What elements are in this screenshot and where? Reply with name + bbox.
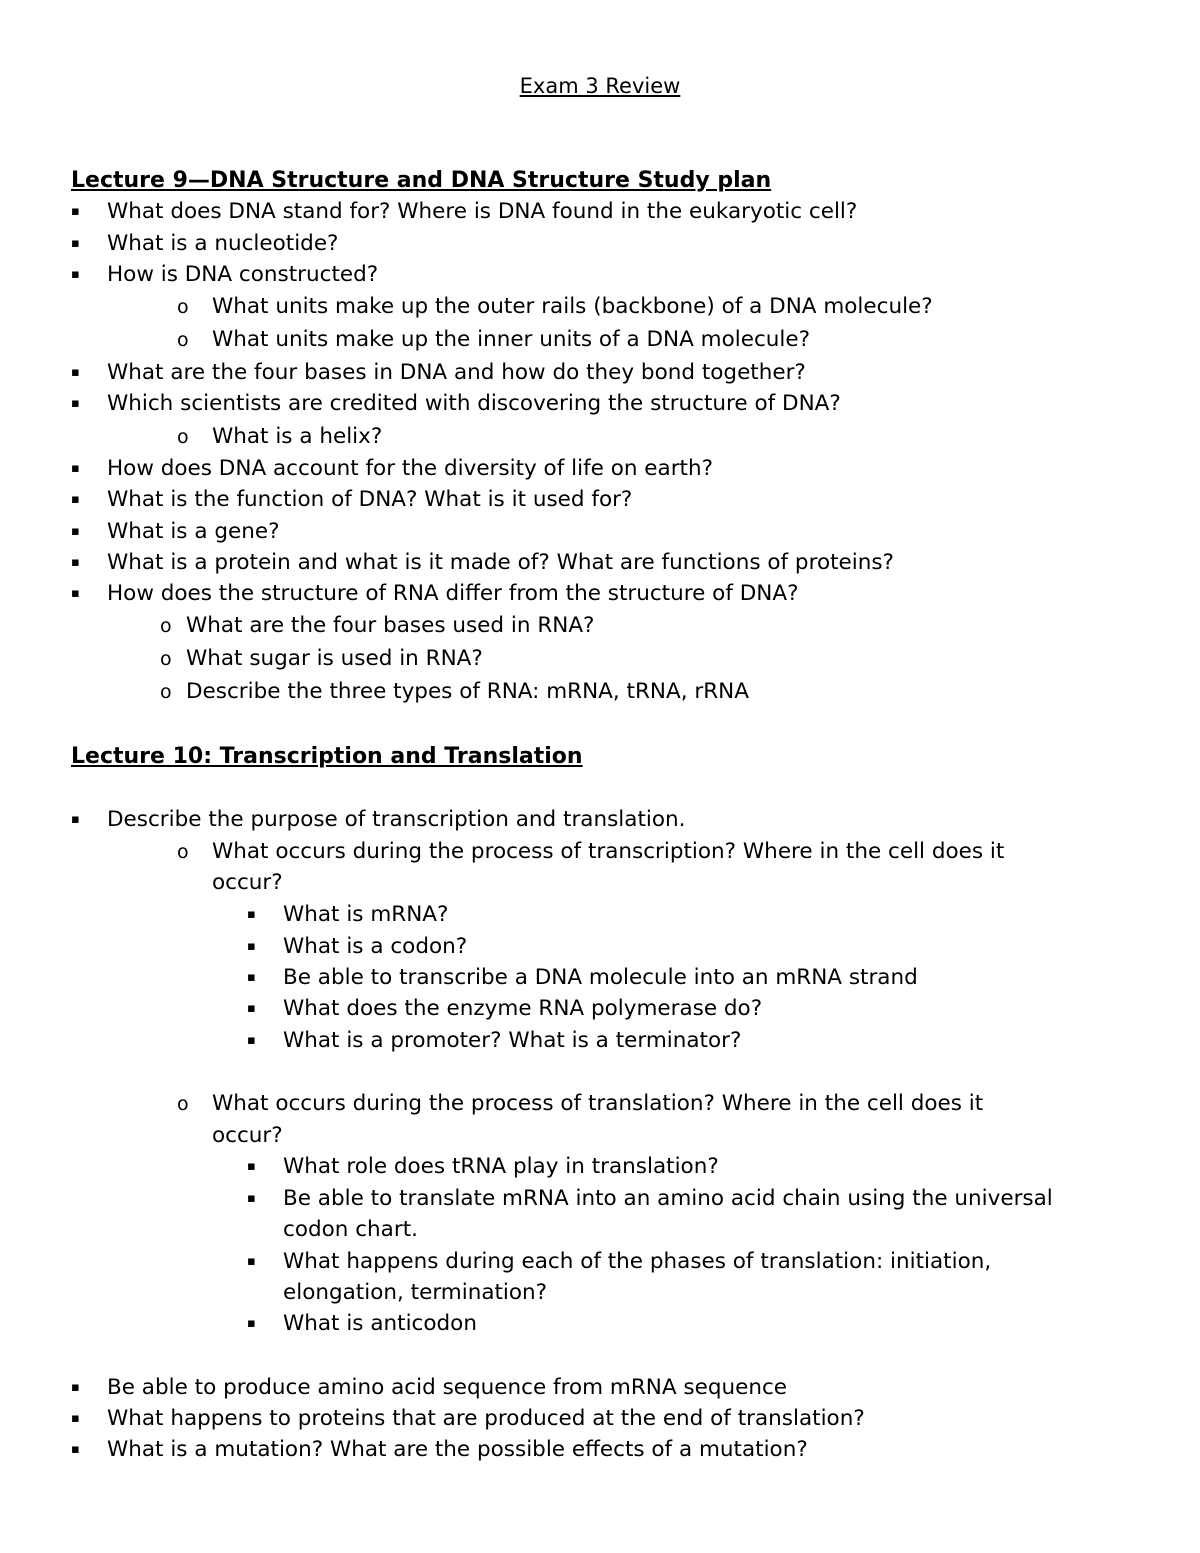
bullet-glyph: ▪ [247,1001,256,1016]
sub-bullet-glyph: o [160,681,172,703]
bullet-glyph: ▪ [71,1442,80,1457]
sub-bullet-glyph: o [177,1093,189,1115]
list-item: What is the function of DNA? What is it used for? [107,487,633,512]
list-item: What are the four bases in DNA and how do they bond together? [107,360,806,385]
list-item: Be able to transcribe a DNA molecule into an mRNA strand [283,965,918,990]
bullet-glyph: ▪ [247,1033,256,1048]
list-item: What role does tRNA play in translation? [283,1154,719,1179]
list-item: What does DNA stand for? Where is DNA found in the eukaryotic cell? [107,199,858,224]
bullet-glyph: ▪ [71,267,80,282]
list-item: How does DNA account for the diversity of life on earth? [107,456,714,481]
bullet-glyph: ▪ [71,1380,80,1395]
bullet-glyph: ▪ [247,1254,256,1269]
list-item-continuation: codon chart. [283,1217,418,1242]
list-item: What is mRNA? [283,902,449,927]
bullet-glyph: ▪ [247,907,256,922]
list-item: Describe the three types of RNA: mRNA, tRNA, rRNA [186,679,749,704]
list-item: Be able to produce amino acid sequence from mRNA sequence [107,1375,787,1400]
bullet-glyph: ▪ [71,492,80,507]
bullet-glyph: ▪ [71,204,80,219]
list-item: What is a gene? [107,519,280,544]
bullet-glyph: ▪ [247,970,256,985]
bullet-glyph: ▪ [71,812,80,827]
list-item: Describe the purpose of transcription and translation. [107,807,686,832]
list-item: What is a protein and what is it made of? What are functions of proteins? [107,550,894,575]
bullet-glyph: ▪ [247,1191,256,1206]
list-item-continuation: elongation, termination? [283,1280,548,1305]
sub-bullet-glyph: o [160,648,172,670]
lecture10-heading: Lecture 10: Transcription and Translation [71,744,583,769]
list-item: What occurs during the process of translation? Where in the cell does it [212,1091,984,1116]
list-item: What happens during each of the phases of translation: initiation, [283,1249,992,1274]
bullet-glyph: ▪ [71,396,80,411]
sub-bullet-glyph: o [177,426,189,448]
list-item: What sugar is used in RNA? [186,646,483,671]
bullet-glyph: ▪ [247,1316,256,1331]
list-item: How does the structure of RNA differ from the structure of DNA? [107,581,799,606]
list-item: What units make up the inner units of a DNA molecule? [212,327,811,352]
list-item: Which scientists are credited with discovering the structure of DNA? [107,391,841,416]
bullet-glyph: ▪ [71,586,80,601]
bullet-glyph: ▪ [71,365,80,380]
list-item: What units make up the outer rails (backbone) of a DNA molecule? [212,294,933,319]
bullet-glyph: ▪ [71,555,80,570]
bullet-glyph: ▪ [247,1159,256,1174]
list-item: What is anticodon [283,1311,477,1336]
sub-bullet-glyph: o [160,615,172,637]
lecture9-heading: Lecture 9—DNA Structure and DNA Structure Study plan [71,168,772,193]
list-item: What is a helix? [212,424,383,449]
list-item: Be able to translate mRNA into an amino acid chain using the universal [283,1186,1053,1211]
sub-bullet-glyph: o [177,296,189,318]
bullet-glyph: ▪ [71,236,80,251]
list-item: What occurs during the process of transcription? Where in the cell does it [212,839,1005,864]
list-item: What is a mutation? What are the possible effects of a mutation? [107,1437,808,1462]
bullet-glyph: ▪ [71,524,80,539]
list-item: What happens to proteins that are produced at the end of translation? [107,1406,865,1431]
list-item: What is a nucleotide? [107,231,339,256]
document-title: Exam 3 Review [519,74,681,98]
bullet-glyph: ▪ [71,461,80,476]
list-item: How is DNA constructed? [107,262,379,287]
bullet-glyph: ▪ [247,939,256,954]
list-item: What is a codon? [283,934,468,959]
sub-bullet-glyph: o [177,841,189,863]
bullet-glyph: ▪ [71,1411,80,1426]
list-item: What are the four bases used in RNA? [186,613,595,638]
list-item-continuation: occur? [212,1123,283,1148]
sub-bullet-glyph: o [177,329,189,351]
list-item: What is a promoter? What is a terminator? [283,1028,742,1053]
list-item-continuation: occur? [212,870,283,895]
list-item: What does the enzyme RNA polymerase do? [283,996,763,1021]
